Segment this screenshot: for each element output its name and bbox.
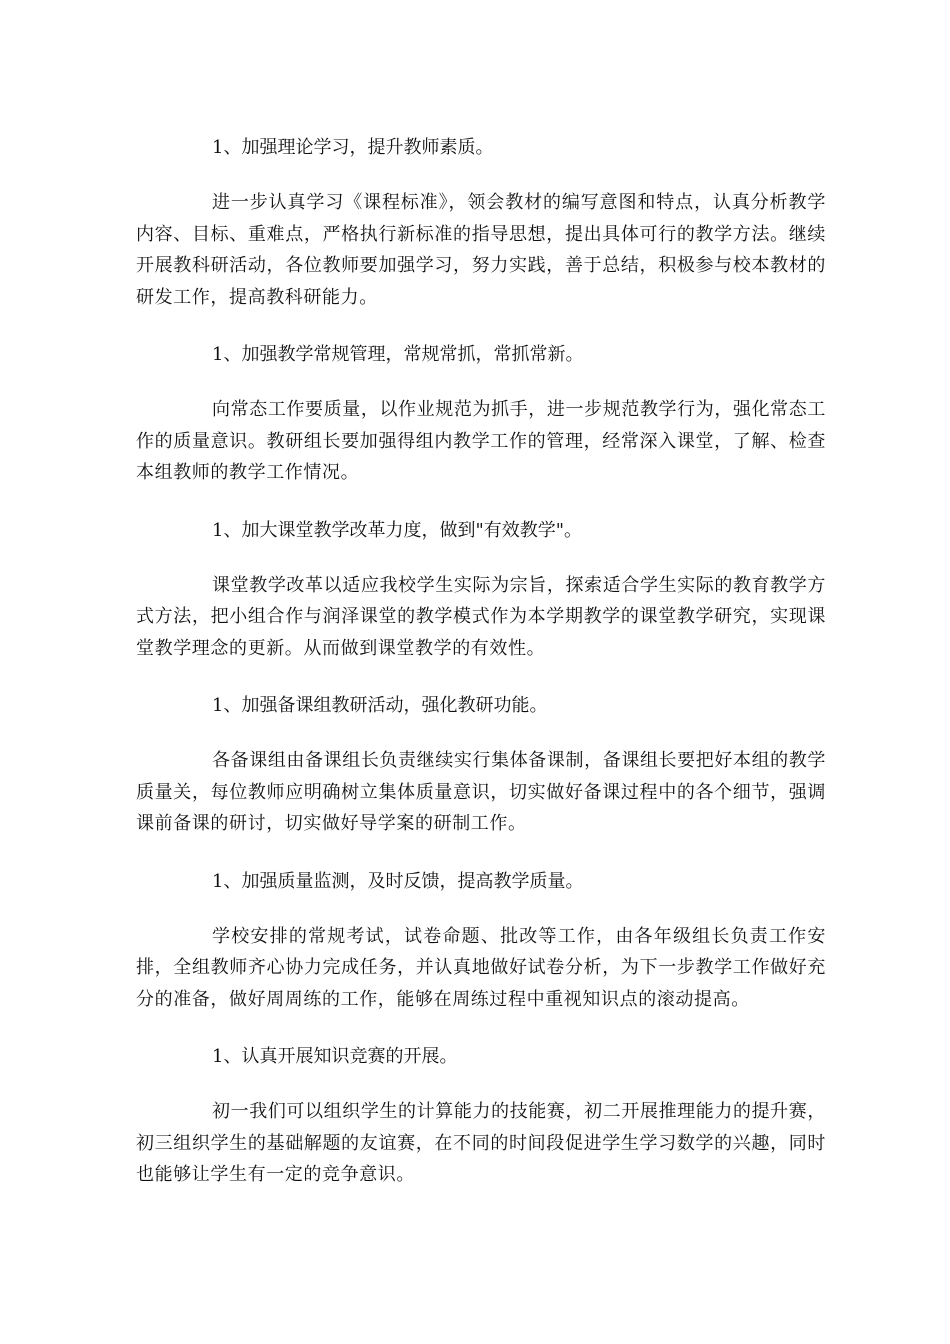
section-heading: 1、加强备课组教研活动，强化教研功能。 bbox=[212, 695, 548, 716]
section-2 bbox=[136, 340, 826, 489]
section-paragraph: 课堂教学改革以适应我校学生实际为宗旨，探索适合学生实际的教育教学方式方法，把小组合作与润泽课堂的教学模式作为本学期教学的课堂教学研究，实现课堂教学理念的更新。从而做到课堂教学的有效性。 bbox=[136, 574, 826, 659]
section-paragraph: 向常态工作要质量，以作业规范为抓手，进一步规范教学行为，强化常态工作的质量意识。教研组长要加强得组内教学工作的管理，经常深入课堂，了解、检查本组教师的教学工作情况。 bbox=[136, 399, 826, 483]
section-heading: 1、认真开展知识竞赛的开展。 bbox=[212, 1046, 458, 1067]
section-heading: 1、加强理论学习，提升教师素质。 bbox=[212, 137, 494, 158]
section-1 bbox=[136, 133, 826, 313]
section-paragraph: 初一我们可以组织学生的计算能力的技能赛，初二开展推理能力的提升赛，初三组织学生的基础解题的友谊赛，在不同的时间段促进学生学习数学的兴趣，同时也能够让学生有一定的竞争意识。 bbox=[136, 1101, 826, 1185]
section-6 bbox=[136, 1042, 826, 1191]
section-paragraph: 进一步认真学习《课程标准》，领会教材的编写意图和特点，认真分析教学内容、目标、重难点，严格执行新标准的指导思想，提出具体可行的教学方法。继续开展教科研活动，各位教师要加强学习，努力实践，善于总结，积极参与校本教材的研发工作，提高教科研能力。 bbox=[136, 192, 826, 308]
section-4 bbox=[136, 691, 826, 840]
section-5 bbox=[136, 867, 826, 1016]
section-heading: 1、加强教学常规管理，常规常抓，常抓常新。 bbox=[212, 344, 584, 365]
section-heading: 1、加大课堂教学改革力度，做到"有效教学"。 bbox=[212, 519, 583, 541]
section-3 bbox=[136, 516, 826, 665]
section-paragraph: 各备课组由备课组长负责继续实行集体备课制，备课组长要把好本组的教学质量关，每位教师应明确树立集体质量意识，切实做好备课过程中的各个细节，强调课前备课的研讨，切实做好导学案的研制工作。 bbox=[136, 750, 826, 834]
section-heading: 1、加强质量监测，及时反馈，提高教学质量。 bbox=[212, 870, 584, 892]
section-paragraph: 学校安排的常规考试，试卷命题、批改等工作，由各年级组长负责工作安排，全组教师齐心协力完成任务，并认真地做好试卷分析，为下一步教学工作做好充分的准备，做好周周练的工作，能够在周练过程中重视知识点的滚动提高。 bbox=[136, 925, 826, 1010]
document-body bbox=[136, 133, 826, 1218]
